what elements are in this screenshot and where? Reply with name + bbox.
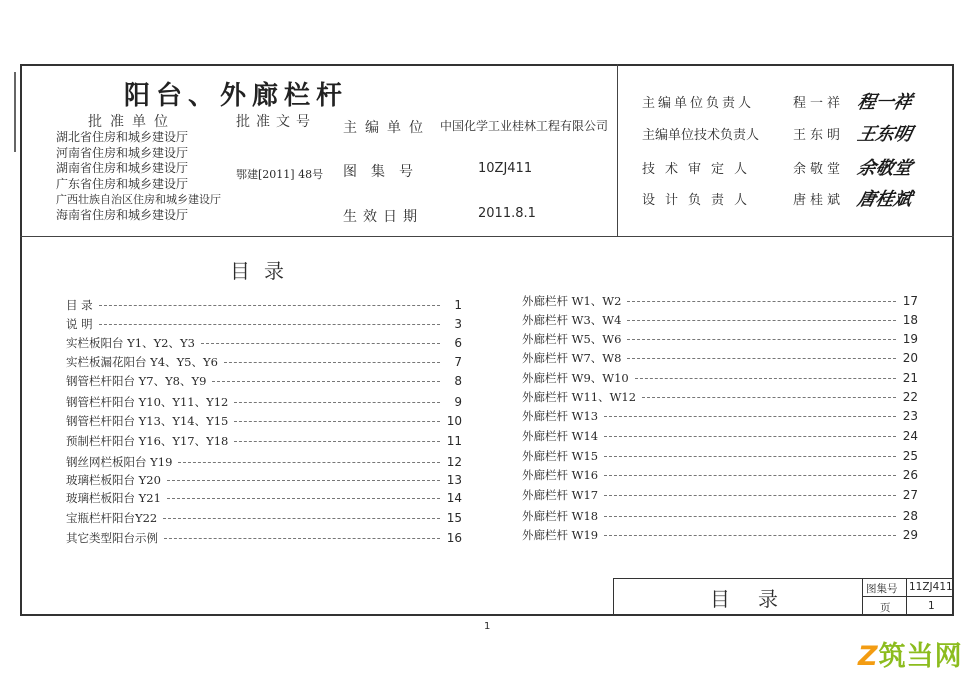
toc-entry — [522, 293, 918, 309]
toc-entry-page: 27 — [902, 488, 918, 502]
toc-entry-title: 其它类型阳台示例 — [66, 531, 158, 545]
effective-date-label: 生效日期 — [343, 209, 423, 225]
toc-entry — [66, 354, 462, 370]
toc-entry-title: 外廊栏杆 W16 — [522, 468, 599, 482]
toc-entry-title: 外廊栏杆 W9、W10 — [522, 371, 629, 385]
header-column-divider — [617, 64, 618, 236]
toc-leader — [167, 498, 440, 499]
toc-entry — [66, 297, 462, 313]
toc-entry-page: 28 — [902, 509, 918, 523]
toc-entry-page: 1 — [454, 298, 462, 312]
role-tech-chief: 主编单位技术负责人 — [642, 128, 760, 143]
toc-entry — [66, 490, 462, 506]
document-title: 阳台、外廊栏杆 — [124, 81, 349, 111]
toc-entry-title: 预制栏杆阳台 Y16、Y17、Y18 — [66, 434, 229, 448]
toc-entry-page: 24 — [902, 429, 918, 443]
toc-leader — [201, 343, 440, 344]
toc-entry — [66, 510, 462, 526]
toc-leader — [604, 475, 896, 476]
toc-entry-page: 26 — [902, 468, 918, 482]
toc-leader — [234, 402, 440, 403]
toc-entry-page: 8 — [454, 374, 462, 388]
approve-doc-value: 鄂建[2011] 48号 — [236, 168, 324, 181]
approve-unit: 广西壮族自治区住房和城乡建设厅 — [56, 193, 221, 206]
toc-entry — [522, 487, 918, 503]
toc-entry — [66, 316, 462, 332]
toc-leader — [164, 538, 440, 539]
toc-entry-page: 6 — [454, 336, 462, 350]
toc-entry-title: 外廊栏杆 W17 — [522, 488, 599, 502]
toc-entry-title: 外廊栏杆 W15 — [522, 449, 599, 463]
toc-entry — [522, 508, 918, 524]
toc-leader — [604, 495, 896, 496]
toc-entry — [522, 448, 918, 464]
toc-entry-page: 10 — [446, 414, 462, 428]
toc-entry-page: 23 — [902, 409, 918, 423]
toc-leader — [627, 320, 896, 321]
toc-entry — [66, 472, 462, 488]
toc-entry — [66, 394, 462, 410]
approve-unit-list — [56, 130, 221, 223]
toc-entry — [66, 413, 462, 429]
toc-entry-title: 实栏板阳台 Y1、Y2、Y3 — [66, 336, 195, 350]
toc-entry — [522, 389, 918, 405]
toc-leader — [224, 362, 440, 363]
toc-entry-title: 外廊栏杆 W5、W6 — [522, 332, 622, 346]
toc-leader — [635, 378, 896, 379]
toc-leader — [99, 305, 440, 306]
signature-designer: 唐桂斌 — [855, 189, 914, 210]
signature-reviewer: 余敬堂 — [855, 158, 914, 179]
approve-doc-label: 批准文号 — [236, 114, 316, 130]
toc-entry-page: 16 — [446, 531, 462, 545]
toc-leader — [604, 436, 896, 437]
signature-chief-unit: 程一祥 — [855, 92, 914, 113]
approve-unit: 湖南省住房和城乡建设厅 — [56, 161, 189, 175]
toc-entry-page: 7 — [454, 355, 462, 369]
toc-entry-page: 21 — [902, 371, 918, 385]
approve-unit: 湖北省住房和城乡建设厅 — [56, 130, 189, 144]
name-tech-chief: 王东明 — [793, 128, 845, 143]
toc-leader — [163, 518, 440, 519]
toc-entry — [522, 312, 918, 328]
toc-entry — [66, 433, 462, 449]
toc-entry — [522, 408, 918, 424]
watermark-mark: Z — [858, 641, 879, 672]
toc-leader — [234, 421, 440, 422]
toc-entry-title: 钢管栏杆阳台 Y7、Y8、Y9 — [66, 374, 207, 388]
watermark-logo — [858, 634, 963, 673]
toc-entry-title: 外廊栏杆 W18 — [522, 509, 599, 523]
toc-entry-title: 外廊栏杆 W14 — [522, 429, 599, 443]
toc-leader — [167, 480, 440, 481]
toc-entry-title: 目 录 — [66, 298, 93, 312]
toc-leader — [604, 416, 896, 417]
atlas-label: 图集号 — [343, 164, 427, 180]
role-designer: 设计负责人 — [642, 193, 758, 208]
toc-entry — [522, 350, 918, 366]
toc-entry — [66, 454, 462, 470]
title-block-title: 目录 — [710, 587, 806, 611]
atlas-value: 10ZJ411 — [478, 161, 533, 176]
toc-entry-title: 外廊栏杆 W1、W2 — [522, 294, 622, 308]
toc-entry-title: 外廊栏杆 W7、W8 — [522, 351, 622, 365]
toc-entry-page: 15 — [446, 511, 462, 525]
approve-unit: 广东省住房和城乡建设厅 — [56, 176, 189, 191]
approve-unit: 河南省住房和城乡建设厅 — [56, 145, 189, 160]
toc-entry-title: 玻璃栏板阳台 Y21 — [66, 491, 161, 505]
toc-entry-title: 钢管栏杆阳台 Y10、Y11、Y12 — [66, 395, 229, 409]
toc-entry-title: 外廊栏杆 W13 — [522, 409, 599, 423]
title-block-divider — [862, 578, 863, 616]
toc-leader — [642, 397, 896, 398]
toc-entry-title: 钢丝网栏板阳台 Y19 — [66, 455, 173, 469]
toc-entry-page: 20 — [902, 351, 918, 365]
toc-entry — [66, 373, 462, 389]
approve-unit: 海南省住房和城乡建设厅 — [56, 207, 189, 222]
title-block-atlas-value: 11ZJ411 — [909, 581, 953, 593]
toc-entry — [66, 335, 462, 351]
toc-entry-title: 实栏板漏花阳台 Y4、Y5、Y6 — [66, 355, 218, 369]
watermark-text: 筑当网 — [878, 641, 963, 672]
toc-heading: 目录 — [230, 259, 298, 283]
toc-leader — [604, 456, 896, 457]
title-block-divider — [862, 596, 954, 597]
editor-label: 主编单位 — [343, 120, 431, 136]
name-chief-unit: 程一祥 — [793, 96, 845, 111]
toc-entry — [66, 530, 462, 546]
toc-entry-page: 12 — [446, 455, 462, 469]
toc-entry — [522, 527, 918, 543]
toc-entry-page: 9 — [454, 395, 462, 409]
signature-tech-chief: 王东明 — [855, 124, 914, 145]
toc-entry-title: 外廊栏杆 W19 — [522, 528, 599, 542]
title-block-atlas-label: 图集号 — [866, 583, 898, 595]
toc-entry-page: 13 — [446, 473, 462, 487]
toc-leader — [212, 381, 440, 382]
role-reviewer: 技术审定人 — [642, 162, 758, 177]
toc-entry-page: 22 — [902, 390, 918, 404]
toc-entry-title: 外廊栏杆 W3、W4 — [522, 313, 622, 327]
role-chief-unit: 主编单位负责人 — [642, 96, 755, 111]
toc-entry-title: 外廊栏杆 W11、W12 — [522, 390, 637, 404]
binding-mark — [14, 72, 16, 152]
toc-entry-title: 说 明 — [66, 317, 93, 331]
toc-entry — [522, 331, 918, 347]
toc-leader — [234, 441, 440, 442]
toc-entry-title: 宝瓶栏杆阳台Y22 — [66, 511, 158, 525]
toc-leader — [627, 339, 896, 340]
toc-entry-page: 18 — [902, 313, 918, 327]
toc-leader — [99, 324, 440, 325]
toc-entry-page: 14 — [446, 491, 462, 505]
toc-entry-title: 玻璃栏板阳台 Y20 — [66, 473, 161, 487]
effective-date-value: 2011.8.1 — [478, 206, 536, 221]
name-reviewer: 余敬堂 — [793, 162, 845, 177]
toc-entry-page: 11 — [446, 434, 462, 448]
toc-leader — [627, 358, 896, 359]
name-designer: 唐桂斌 — [793, 193, 845, 208]
approve-unit-label: 批准单位 — [88, 114, 176, 130]
toc-entry-title: 钢管栏杆阳台 Y13、Y14、Y15 — [66, 414, 229, 428]
editor-value: 中国化学工业桂林工程有限公司 — [440, 119, 609, 133]
toc-entry-page: 19 — [902, 332, 918, 346]
toc-entry — [522, 428, 918, 444]
title-block-page-label: 页 — [880, 602, 891, 614]
toc-leader — [604, 516, 896, 517]
toc-entry-page: 17 — [902, 294, 918, 308]
toc-entry-page: 25 — [902, 449, 918, 463]
page-number: 1 — [484, 621, 491, 632]
toc-entry — [522, 370, 918, 386]
title-block-page-value: 1 — [928, 600, 935, 612]
toc-leader — [627, 301, 896, 302]
toc-entry — [522, 467, 918, 483]
toc-leader — [604, 535, 896, 536]
header-divider — [20, 236, 954, 237]
toc-leader — [178, 462, 440, 463]
toc-entry-page: 29 — [902, 528, 918, 542]
title-block-divider — [906, 578, 907, 616]
toc-entry-page: 3 — [454, 317, 462, 331]
